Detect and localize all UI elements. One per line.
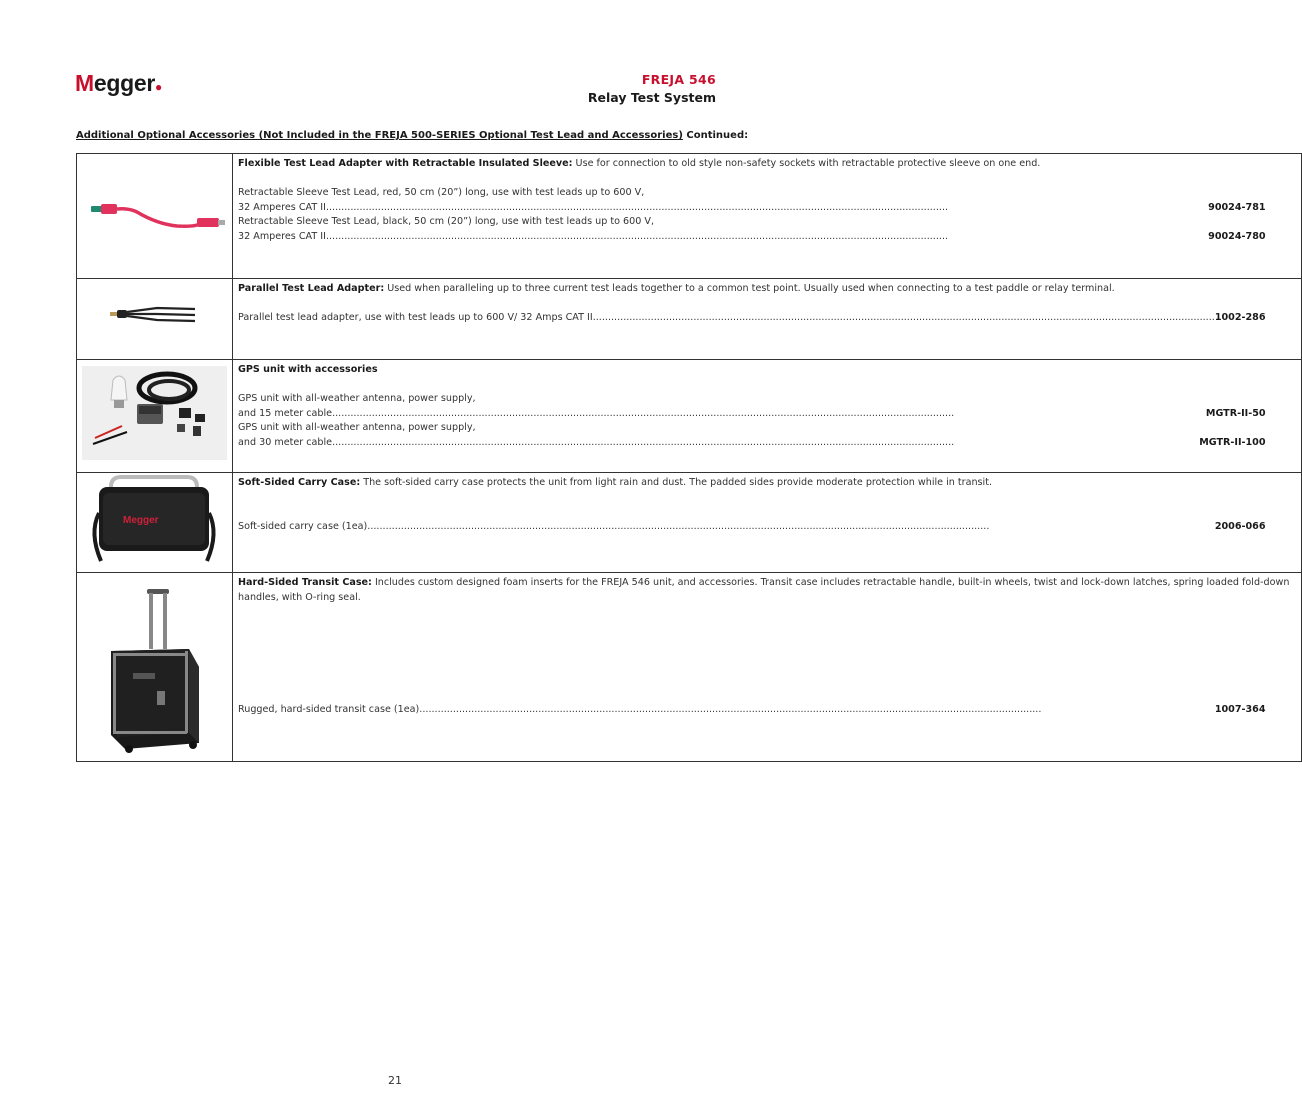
row-title: GPS unit with accessories (238, 364, 378, 375)
row-description: Soft-Sided Carry Case: The soft-sided carry case protects the unit from light rain and dust. The padded sides provide moderate protection while in transit. Soft-sided carry case (1ea) ..... 2006-066 (233, 473, 1302, 573)
part-line: Parallel test lead adapter, use with test leads up to 600 V/ 32 Amps CAT II ..... 1002-286 (238, 311, 1296, 326)
product-model: FREJA 546 (641, 72, 716, 87)
parallel-adapter-icon (77, 279, 232, 355)
part-line: 32 Amperes CAT II ..... 90024-780 (238, 230, 1296, 245)
section-title: Additional Optional Accessories (Not Included in the FREJA 500-SERIES Optional Test Lead and Accessories) Continued: (76, 130, 749, 141)
document-header (588, 72, 716, 105)
part-line: Soft-sided carry case (1ea) ..... 2006-066 (238, 520, 1296, 535)
part-line: and 15 meter cable ..... MGTR-II-50 (238, 407, 1296, 422)
part-number: MGTR-II-50 (1205, 407, 1266, 419)
parallel-adapter-image (77, 279, 233, 360)
table-row (77, 473, 1302, 573)
part-line: and 30 meter cable ..... MGTR-II-100 (238, 436, 1296, 451)
row-title: Parallel Test Lead Adapter: (238, 283, 385, 294)
part-number: 1007-364 (1214, 704, 1266, 716)
soft-case-icon (77, 473, 232, 568)
table-row (77, 279, 1302, 360)
bag-logo: Megger (123, 515, 159, 526)
table-row (77, 154, 1302, 279)
table-row (77, 573, 1302, 762)
row-description: Parallel Test Lead Adapter: Used when paralleling up to three current test leads together to a common test point. Usually used when connecting to a test paddle or relay terminal. Parallel test lead adapter, use with test leads up to 600 V/ 32 Amps CAT II ..... 1002-286 (233, 279, 1302, 360)
row-title: Hard-Sided Transit Case: (238, 577, 372, 588)
part-number: 90024-780 (1208, 230, 1266, 242)
part-number: 2006-066 (1214, 520, 1266, 532)
row-title: Soft-Sided Carry Case: (238, 477, 361, 488)
row-description: Flexible Test Lead Adapter with Retractable Insulated Sleeve: Use for connection to old style non-safety sockets with retractable protective sleeve on one end. Retractable Sleeve Test Lead, red, 50 cm (20”) long, use with test leads up to 600 V, 32 Amperes CAT II ..... 90024-781 Retractable Sleeve Test Lead, black, 50 cm (20”) long, use with test leads up to 600 V, 32 Amperes CAT II ..... 90024-780 (233, 154, 1302, 279)
transit-case-icon (77, 573, 232, 757)
row-title: Flexible Test Lead Adapter with Retractable Insulated Sleeve: (238, 158, 573, 169)
part-line: 32 Amperes CAT II ..... 90024-781 (238, 201, 1296, 216)
test-lead-image (77, 154, 233, 279)
accessories-table (76, 153, 1302, 762)
gps-unit-icon (77, 360, 232, 468)
part-number: 1002-286 (1214, 312, 1266, 324)
product-subtitle: Relay Test System (587, 90, 716, 105)
soft-case-image (77, 473, 233, 573)
part-line: Rugged, hard-sided transit case (1ea) ..... 1007-364 (238, 703, 1296, 718)
row-description: Hard-Sided Transit Case: Includes custom designed foam inserts for the FREJA 546 unit, and accessories. Transit case includes retractable handle, built-in wheels, twist and lock-down latches, spring loaded fold-down handles, with O-ring seal. Rugged, hard-sided transit case (1ea) ..... 1007-364 (233, 573, 1302, 762)
page-number: 21 (388, 1074, 402, 1087)
table-row (77, 360, 1302, 473)
row-description: GPS unit with accessories GPS unit with all-weather antenna, power supply, and 15 meter cable ..... MGTR-II-50 GPS unit with all-weather antenna, power supply, and 30 meter cable ..... MGTR-II-100 (233, 360, 1302, 473)
part-number: MGTR-II-100 (1199, 436, 1266, 448)
part-number: 90024-781 (1208, 201, 1266, 213)
transit-case-image (77, 573, 233, 762)
megger-logo: Megger● (75, 70, 162, 96)
red-test-lead-icon (77, 154, 232, 274)
gps-unit-image (77, 360, 233, 473)
